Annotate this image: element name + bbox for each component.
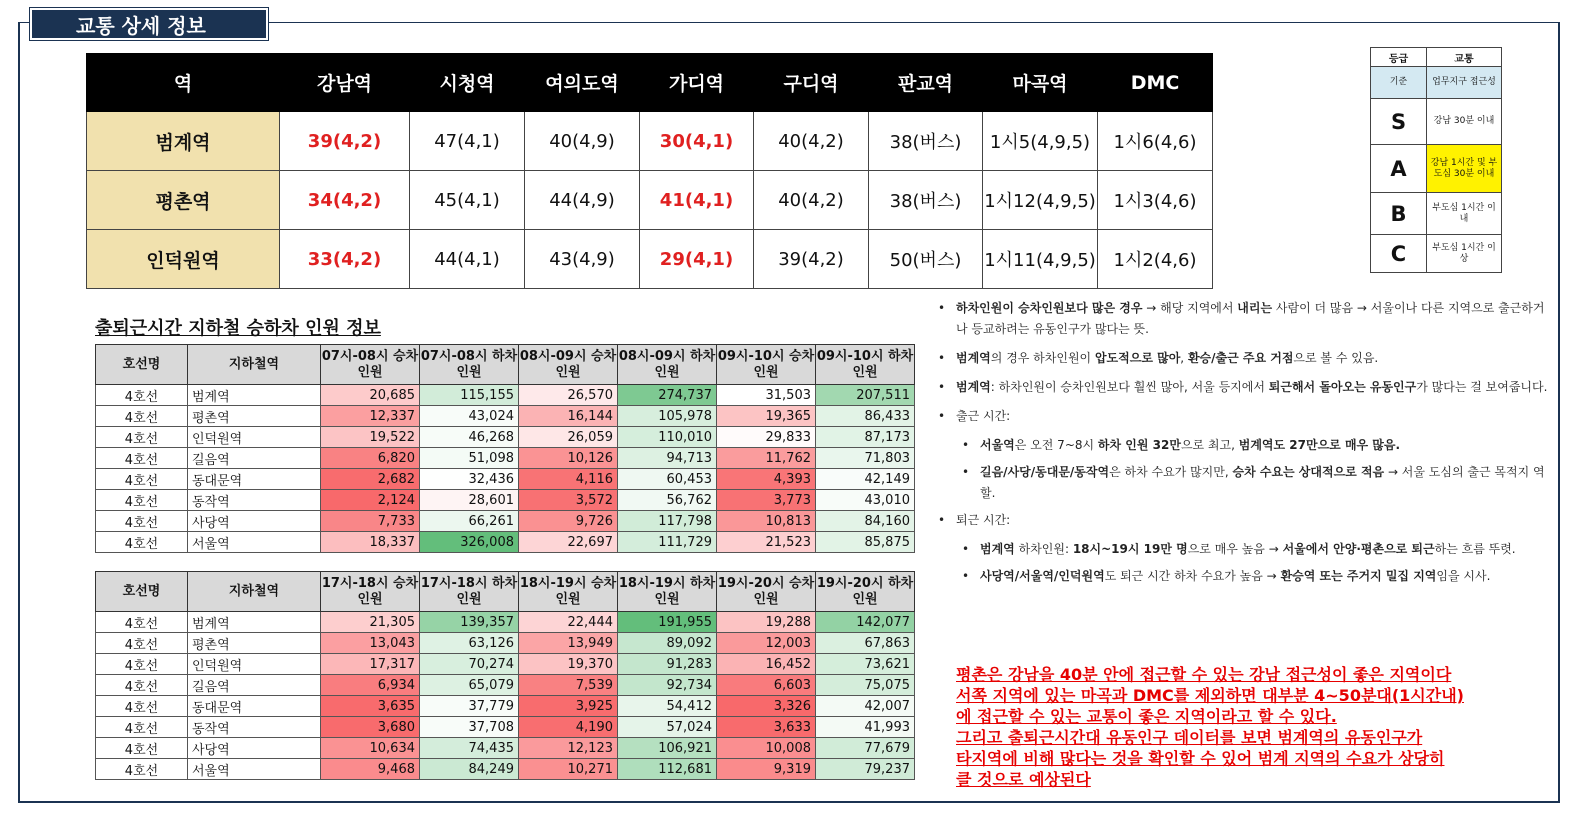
travel-time-cell: 43(4,9) [525,230,640,289]
ridership-value: 11,762 [717,448,816,469]
station-name: 평촌역 [188,633,321,654]
ridership-value: 9,726 [519,511,618,532]
conclusion-line: 평촌은 강남을 40분 안에 접근할 수 있는 강남 접근성이 좋은 지역이다 [956,665,1452,684]
note-text: 퇴근 시간: [956,513,1011,527]
line-name: 4호선 [96,717,188,738]
ridership-value: 142,077 [816,612,915,633]
note-item [938,435,1548,456]
grade-row [1371,145,1502,193]
ridership-value: 43,024 [420,406,519,427]
ridership-header: 08시-09시 승차인원 [519,345,618,385]
note-text: 승차 수요는 상대적으로 적음 [1232,465,1385,479]
ridership-value: 26,059 [519,427,618,448]
ridership-header: 07시-08시 승차인원 [321,345,420,385]
ridership-value: 43,010 [816,490,915,511]
ridership-row [96,717,915,738]
ridership-value: 54,412 [618,696,717,717]
station-row [87,230,1213,289]
grade-header-row [1371,48,1502,67]
note-text: 범계역 [980,542,1015,556]
note-text: 사람이 더 많음 → 서울이나 다른 지역으로 출근하거나 등교하려는 유동인구가 많다는 뜻. [956,301,1545,336]
ridership-header: 08시-09시 하차인원 [618,345,717,385]
ridership-value: 56,762 [618,490,717,511]
line-name: 4호선 [96,696,188,717]
ridership-header: 09시-10시 하차인원 [816,345,915,385]
ridership-value: 94,713 [618,448,717,469]
line-name: 4호선 [96,385,188,406]
section-title: 교통 상세 정보 [30,8,268,40]
travel-time-cell: 50(버스) [869,230,983,289]
note-text: 압도적으로 많아 [1094,351,1181,365]
note-text: 하차 인원 32만 [1097,438,1181,452]
ridership-value: 28,601 [420,490,519,511]
station-name: 평촌역 [188,406,321,427]
ridership-value: 12,003 [717,633,816,654]
ridership-header: 18시-19시 승차인원 [519,572,618,612]
travel-time-cell: 1시12(4,9,5) [983,171,1098,230]
ridership-value: 2,124 [321,490,420,511]
ridership-row [96,532,915,553]
ridership-value: 7,539 [519,675,618,696]
ridership-header: 19시-20시 하차인원 [816,572,915,612]
ridership-value: 115,155 [420,385,519,406]
note-text: 의 경우 하차인원이 [990,351,1095,365]
ridership-value: 3,326 [717,696,816,717]
note-text: 으로 매우 높음 → [1187,542,1283,556]
ridership-value: 112,681 [618,759,717,780]
station-name: 범계역 [188,612,321,633]
travel-time-cell: 39(4,2) [280,112,410,171]
grade-desc: 강남 30분 이내 [1427,99,1502,145]
ridership-value: 63,126 [420,633,519,654]
note-text: 범계역 [956,380,991,394]
ridership-value: 2,682 [321,469,420,490]
ridership-value: 67,863 [816,633,915,654]
ridership-value: 3,925 [519,696,618,717]
note-text: 18시~19시 19만 명 [1072,542,1188,556]
note-text: 퇴근해서 돌아오는 유동인구 [1268,380,1417,394]
station-name: 동대문역 [188,696,321,717]
ridership-header: 호선명 [96,345,188,385]
ridership-row [96,675,915,696]
ridership-value: 4,116 [519,469,618,490]
column-header: 여의도역 [525,54,640,112]
conclusion-line: 서쪽 지역에 있는 마곡과 DMC를 제외하면 대부분 4~50분대(1시간내) [956,686,1464,705]
travel-time-cell: 40(4,9) [525,112,640,171]
conclusion-line: 그리고 출퇴근시간대 유동인구 데이터를 보면 범계역의 유동인구가 [956,728,1423,747]
station-name: 동대문역 [188,469,321,490]
note-item [938,539,1548,560]
ridership-value: 6,603 [717,675,816,696]
note-text: 으로 최고, [1180,438,1239,452]
grade-row [1371,235,1502,273]
ridership-header: 09시-10시 승차인원 [717,345,816,385]
note-text: 하차인원이 승차인원보다 많은 경우 [956,301,1143,315]
ridership-value: 111,729 [618,532,717,553]
station-row [87,112,1213,171]
ridership-value: 26,570 [519,385,618,406]
ridership-value: 22,697 [519,532,618,553]
ridership-header: 호선명 [96,572,188,612]
ridership-row [96,612,915,633]
ridership-value: 274,737 [618,385,717,406]
ridership-value: 86,433 [816,406,915,427]
travel-time-cell: 1시6(4,6) [1098,112,1213,171]
travel-time-cell: 40(4,2) [754,112,869,171]
note-text: 서울역 [980,438,1015,452]
ridership-value: 139,357 [420,612,519,633]
ridership-value: 4,393 [717,469,816,490]
line-name: 4호선 [96,448,188,469]
line-name: 4호선 [96,675,188,696]
ridership-value: 46,268 [420,427,519,448]
station-name: 길음역 [188,675,321,696]
ridership-value: 74,435 [420,738,519,759]
note-text: 서울에서 안양·평촌으로 퇴근 [1282,542,1435,556]
conclusion-line: 타지역에 비해 많다는 것을 확인할 수 있어 범계 지역의 수요가 상당히 [956,749,1445,768]
note-text: 사당역/서울역/인덕원역 [980,569,1105,583]
ridership-value: 31,503 [717,385,816,406]
ridership-row [96,448,915,469]
ridership-value: 73,621 [816,654,915,675]
ridership-row [96,654,915,675]
travel-time-cell: 38(버스) [869,112,983,171]
ridership-row [96,738,915,759]
ridership-value: 21,523 [717,532,816,553]
analysis-notes [938,298,1548,593]
ridership-value: 191,955 [618,612,717,633]
ridership-value: 19,370 [519,654,618,675]
travel-time-cell: 1시5(4,9,5) [983,112,1098,171]
line-name: 4호선 [96,532,188,553]
ridership-value: 117,798 [618,511,717,532]
travel-time-cell: 44(4,9) [525,171,640,230]
commute-table-header [87,54,1213,112]
grade-letter: A [1371,145,1427,193]
ridership-value: 10,634 [321,738,420,759]
ridership-header-row [96,345,915,385]
note-text: 환승역 또는 주거지 밀집 지역 [1280,569,1437,583]
note-text: 으로 볼 수 있음. [1293,351,1379,365]
column-header: DMC [1098,54,1213,112]
ridership-row [96,427,915,448]
ridership-value: 65,079 [420,675,519,696]
ridership-value: 21,305 [321,612,420,633]
station-name: 서울역 [188,759,321,780]
subway-title: 출퇴근시간 지하철 승하차 인원 정보 [95,318,381,339]
ridership-value: 51,098 [420,448,519,469]
line-name: 4호선 [96,612,188,633]
note-text: 환승/출근 주요 거점 [1187,351,1294,365]
station-name: 인덕원역 [188,654,321,675]
travel-time-cell: 40(4,2) [754,171,869,230]
column-header: 강남역 [280,54,410,112]
ridership-row [96,511,915,532]
station-name: 서울역 [188,532,321,553]
ridership-value: 16,144 [519,406,618,427]
column-header: 가디역 [640,54,754,112]
note-text: 하는 흐름 뚜렷. [1434,542,1516,556]
ridership-value: 110,010 [618,427,717,448]
ridership-value: 9,468 [321,759,420,780]
ridership-header: 07시-08시 하차인원 [420,345,519,385]
ridership-value: 29,833 [717,427,816,448]
note-text: 범계역 [956,351,991,365]
ridership-header-row [96,572,915,612]
grade-legend-table [1370,47,1502,273]
ridership-value: 19,288 [717,612,816,633]
column-header: 구디역 [754,54,869,112]
station-name: 인덕원역 [87,230,280,289]
note-item [938,462,1548,504]
travel-time-cell: 30(4,1) [640,112,754,171]
travel-time-cell: 47(4,1) [410,112,525,171]
note-text: 은 하차 수요가 많지만, [1109,465,1233,479]
ridership-value: 89,092 [618,633,717,654]
grade-header: 등급 [1371,48,1427,67]
grade-basis-row [1371,67,1502,99]
ridership-value: 6,820 [321,448,420,469]
ridership-value: 3,633 [717,717,816,738]
line-name: 4호선 [96,633,188,654]
ridership-value: 75,075 [816,675,915,696]
station-name: 동작역 [188,490,321,511]
travel-time-cell: 29(4,1) [640,230,754,289]
ridership-value: 207,511 [816,385,915,406]
line-name: 4호선 [96,759,188,780]
column-header: 시청역 [410,54,525,112]
note-text: 은 오전 7~8시 [1014,438,1098,452]
column-header: 판교역 [869,54,983,112]
ridership-value: 37,708 [420,717,519,738]
ridership-value: 18,337 [321,532,420,553]
ridership-value: 13,043 [321,633,420,654]
ridership-value: 37,779 [420,696,519,717]
travel-time-cell: 34(4,2) [280,171,410,230]
ridership-value: 12,337 [321,406,420,427]
ridership-value: 9,319 [717,759,816,780]
grade-letter: C [1371,235,1427,273]
grade-basis: 기준 [1371,67,1427,99]
conclusion-line: 에 접근할 수 있는 교통이 좋은 지역이라고 할 수 있다. [956,707,1337,726]
ridership-value: 84,249 [420,759,519,780]
travel-time-cell: 44(4,1) [410,230,525,289]
morning-ridership-table [95,344,915,553]
ridership-value: 87,173 [816,427,915,448]
line-name: 4호선 [96,469,188,490]
ridership-header: 17시-18시 승차인원 [321,572,420,612]
ridership-value: 3,680 [321,717,420,738]
ridership-value: 17,317 [321,654,420,675]
ridership-value: 42,007 [816,696,915,717]
travel-time-cell: 1시11(4,9,5) [983,230,1098,289]
ridership-value: 19,522 [321,427,420,448]
ridership-value: 91,283 [618,654,717,675]
commute-time-table [86,53,1213,289]
station-name: 인덕원역 [188,427,321,448]
ridership-value: 84,160 [816,511,915,532]
ridership-value: 3,773 [717,490,816,511]
ridership-value: 66,261 [420,511,519,532]
ridership-value: 12,123 [519,738,618,759]
ridership-row [96,759,915,780]
line-name: 4호선 [96,654,188,675]
note-text: 내리는 [1237,301,1273,315]
line-name: 4호선 [96,406,188,427]
station-name: 사당역 [188,511,321,532]
ridership-value: 10,271 [519,759,618,780]
note-item [938,298,1548,340]
grade-desc: 부도심 1시간 이내 [1427,193,1502,235]
ridership-value: 106,921 [618,738,717,759]
note-item [938,566,1548,587]
ridership-value: 10,813 [717,511,816,532]
note-text: : 하차인원이 승차인원보다 훨씬 많아, 서울 등지에서 [990,380,1269,394]
ridership-value: 41,993 [816,717,915,738]
ridership-row [96,406,915,427]
note-text: 가 많다는 걸 보여줍니다. [1416,380,1548,394]
note-item [938,348,1548,369]
travel-time-cell: 39(4,2) [754,230,869,289]
travel-time-cell: 1시3(4,6) [1098,171,1213,230]
note-item [938,406,1548,427]
conclusion-line: 클 것으로 예상된다 [956,770,1091,789]
grade-basis: 업무지구 접근성 [1427,67,1502,99]
note-text: 임을 시사. [1436,569,1491,583]
evening-ridership-table [95,571,915,780]
station-name: 사당역 [188,738,321,759]
note-item [938,510,1548,531]
note-text: , [1180,351,1188,365]
column-header: 역 [87,54,280,112]
column-header: 마곡역 [983,54,1098,112]
ridership-value: 77,679 [816,738,915,759]
note-item [938,377,1548,398]
ridership-value: 105,978 [618,406,717,427]
ridership-value: 16,452 [717,654,816,675]
title-rule [268,22,1560,23]
ridership-row [96,490,915,511]
station-name: 길음역 [188,448,321,469]
line-name: 4호선 [96,738,188,759]
ridership-value: 10,008 [717,738,816,759]
ridership-value: 3,572 [519,490,618,511]
travel-time-cell: 1시2(4,6) [1098,230,1213,289]
ridership-value: 32,436 [420,469,519,490]
ridership-value: 7,733 [321,511,420,532]
station-name: 평촌역 [87,171,280,230]
station-name: 동작역 [188,717,321,738]
conclusion-text [956,664,1536,790]
ridership-header: 19시-20시 승차인원 [717,572,816,612]
note-text: 하차인원: [1014,542,1073,556]
ridership-value: 6,934 [321,675,420,696]
travel-time-cell: 41(4,1) [640,171,754,230]
grade-letter: B [1371,193,1427,235]
ridership-row [96,469,915,490]
note-text: 범계역도 27만으로 매우 많음. [1238,438,1401,452]
note-text: 길음/사당/동대문/동작역 [980,465,1110,479]
ridership-row [96,696,915,717]
ridership-value: 22,444 [519,612,618,633]
note-text: 출근 시간: [956,409,1011,423]
ridership-header: 18시-19시 하차인원 [618,572,717,612]
ridership-value: 42,149 [816,469,915,490]
ridership-header: 17시-18시 하차인원 [420,572,519,612]
ridership-value: 57,024 [618,717,717,738]
ridership-value: 71,803 [816,448,915,469]
grade-desc: 부도심 1시간 이상 [1427,235,1502,273]
ridership-value: 79,237 [816,759,915,780]
ridership-value: 3,635 [321,696,420,717]
ridership-value: 20,685 [321,385,420,406]
note-text: → 서울 도심의 출근 목적지 역할. [980,465,1545,500]
ridership-value: 13,949 [519,633,618,654]
line-name: 4호선 [96,427,188,448]
ridership-header: 지하철역 [188,345,321,385]
note-text: 도 퇴근 시간 하차 수요가 높음 → [1104,569,1281,583]
travel-time-cell: 45(4,1) [410,171,525,230]
station-row [87,171,1213,230]
ridership-value: 10,126 [519,448,618,469]
ridership-value: 85,875 [816,532,915,553]
ridership-value: 19,365 [717,406,816,427]
ridership-header: 지하철역 [188,572,321,612]
grade-letter: S [1371,99,1427,145]
ridership-row [96,385,915,406]
ridership-value: 70,274 [420,654,519,675]
station-name: 범계역 [87,112,280,171]
station-name: 범계역 [188,385,321,406]
ridership-value: 4,190 [519,717,618,738]
grade-row [1371,193,1502,235]
ridership-row [96,633,915,654]
line-name: 4호선 [96,511,188,532]
ridership-value: 326,008 [420,532,519,553]
grade-row [1371,99,1502,145]
ridership-value: 60,453 [618,469,717,490]
travel-time-cell: 38(버스) [869,171,983,230]
note-text: → 해당 지역에서 [1142,301,1238,315]
grade-desc: 강남 1시간 및 부도심 30분 이내 [1427,145,1502,193]
line-name: 4호선 [96,490,188,511]
grade-header: 교통 [1427,48,1502,67]
ridership-value: 92,734 [618,675,717,696]
travel-time-cell: 33(4,2) [280,230,410,289]
